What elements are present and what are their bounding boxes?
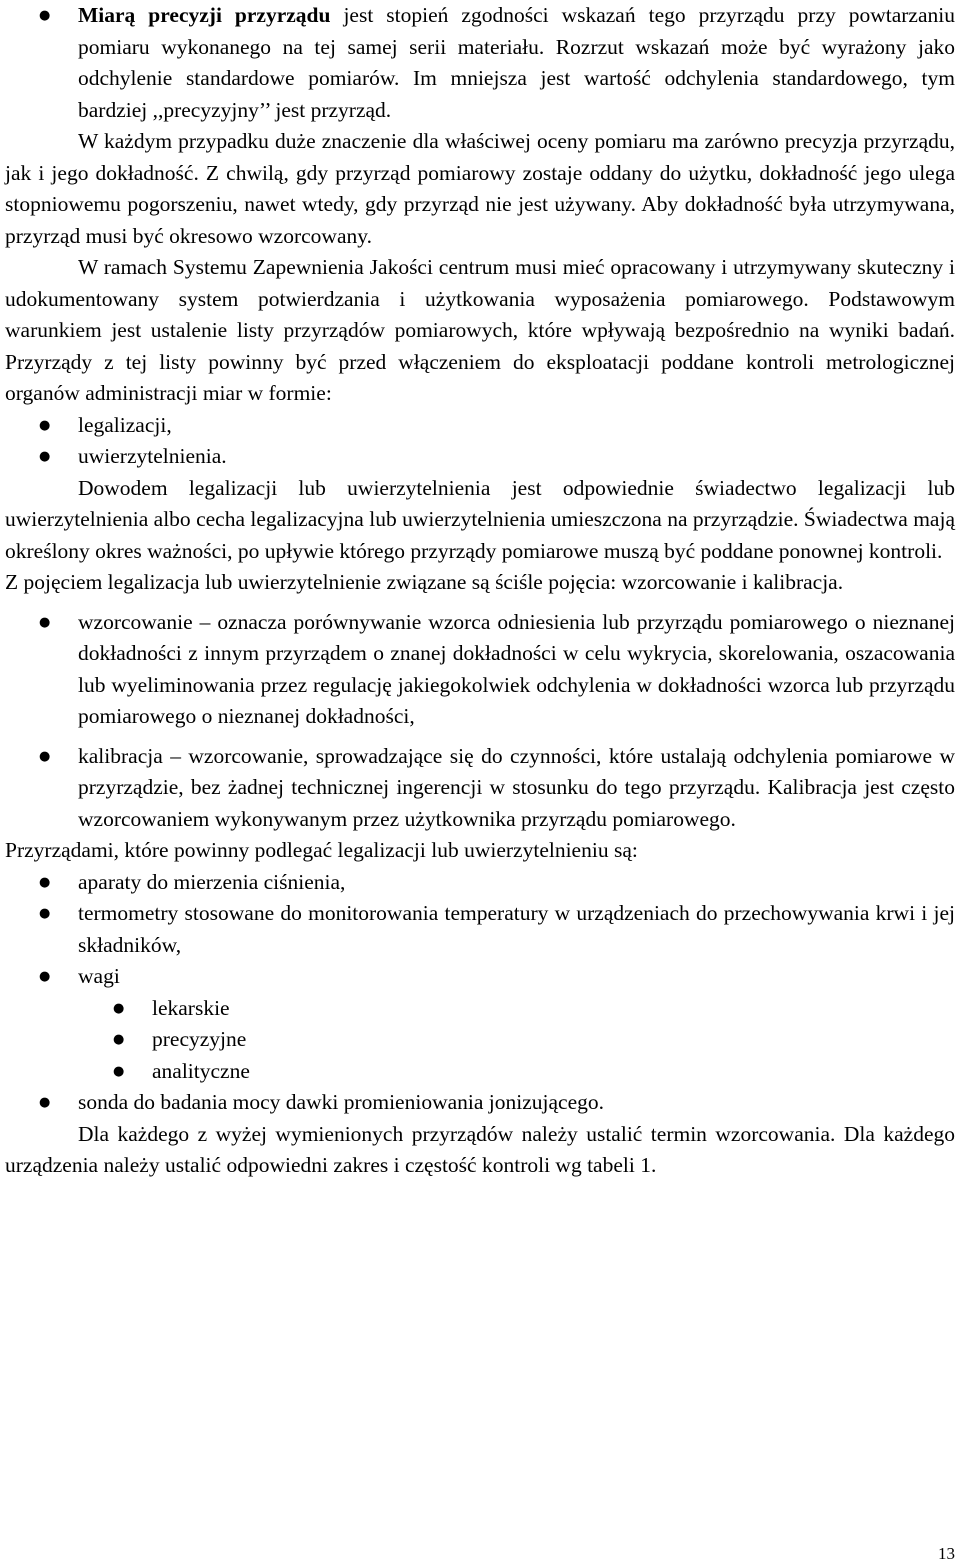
page-number: 13 — [938, 1544, 955, 1563]
definitions-list — [5, 607, 955, 836]
list-item: ● precyzyjne — [5, 1024, 955, 1056]
list-item: ● wagi — [5, 961, 955, 993]
list-item: ● legalizacji, — [5, 410, 955, 442]
paragraph: W każdym przypadku duże znaczenie dla właściwej oceny pomiaru ma zarówno precyzja przyrządu, jak i jego dokładność. Z chwilą, gdy przyrząd pomiarowy zostaje oddany do użytku, dokładność jego ulega stopniowemu pogorszeniu, nawet wtedy, gdy przyrząd nie jest używany. Aby dokładność była utrzymywana, przyrząd musi być okresowo wzorcowany. — [5, 129, 955, 248]
list-item: ● sonda do badania mocy dawki promieniowania jonizującego. — [5, 1087, 955, 1119]
paragraph: Dla każdego z wyżej wymienionych przyrządów należy ustalić termin wzorcowania. Dla każdego urządzenia należy ustalić odpowiedni zakres i częstość kontroli wg tabeli 1. — [5, 1121, 955, 1177]
paragraph: W ramach Systemu Zapewnienia Jakości centrum musi mieć opracowany i utrzymywany skuteczny i udokumentowany system potwierdzania i użytkowania wyposażenia pomiarowego. Podstawowym warunkiem jest ustalenie listy przyrządów pomiarowych, które wpływają bezpośrednio na wyniki badań. Przyrządy z tej listy powinny być przed włączeniem do eksploatacji poddane kontroli metrologicznej organów administracji miar w formie: — [5, 255, 955, 405]
bold-term: Miarą precyzji przyrządu — [78, 3, 331, 27]
scales-sublist — [5, 993, 955, 1088]
list-item: ● wzorcowanie – oznacza porównywanie wzorca odniesienia lub przyrządu pomiarowego o nieznanej dokładności z innym przyrządem o znanej dokładności w celu wykrycia, skorelowania, oszacowania lub wyeliminowania przez regulację jakiegokolwiek odchylenia w dokładności wzorca lub przyrządu pomiarowego o nieznanej dokładności, — [5, 607, 955, 733]
paragraph: Dowodem legalizacji lub uwierzytelnienia jest odpowiednie świadectwo legalizacji lub uwierzytelnienia albo cecha legalizacyjna lub uwierzytelnienia umieszczona na przyrządzie. Świadectwa mają określony okres ważności, po upływie którego przyrządy pomiarowe muszą być poddane ponownej kontroli. — [5, 475, 955, 563]
list-item: ● termometry stosowane do monitorowania temperatury w urządzeniach do przechowywania krwi i jej składników, — [5, 898, 955, 961]
instruments-list — [5, 867, 955, 993]
list-item-text: jest stopień zgodności wskazań tego przyrządu przy powtarzaniu pomiaru wykonanego na tej samej serii materiału. Rozrzut wskazań może być wyrażony jako odchylenie standardowe pomiarów. Im mniejsza jest wartość odchylenia standardowego, tym bardziej ,,precyzyjny’’ jest przyrząd. — [78, 3, 955, 122]
list-item: ● aparaty do mierzenia ciśnienia, — [5, 867, 955, 899]
paragraph: Z pojęciem legalizacja lub uwierzytelnienie związane są ściśle pojęcia: wzorcowanie i kalibracja. — [5, 570, 844, 594]
paragraph: Przyrządami, które powinny podlegać legalizacji lub uwierzytelnieniu są: — [5, 838, 638, 862]
instruments-list-end — [5, 1087, 955, 1119]
control-forms-list — [5, 410, 955, 473]
document-page — [5, 0, 955, 1182]
list-item: ● lekarskie — [5, 993, 955, 1025]
list-item: ● uwierzytelnienia. — [5, 441, 955, 473]
precision-list — [5, 0, 955, 126]
list-item — [5, 0, 955, 126]
list-item: ● kalibracja – wzorcowanie, sprowadzające się do czynności, które ustalają odchylenia pomiarowe w przyrządzie, bez żadnej technicznej ingerencji w stosunku do tego przyrządu. Kalibracja jest często wzorcowaniem wykonywanym przez użytkownika przyrządu pomiarowego. — [5, 741, 955, 836]
list-item: ● analityczne — [5, 1056, 955, 1088]
